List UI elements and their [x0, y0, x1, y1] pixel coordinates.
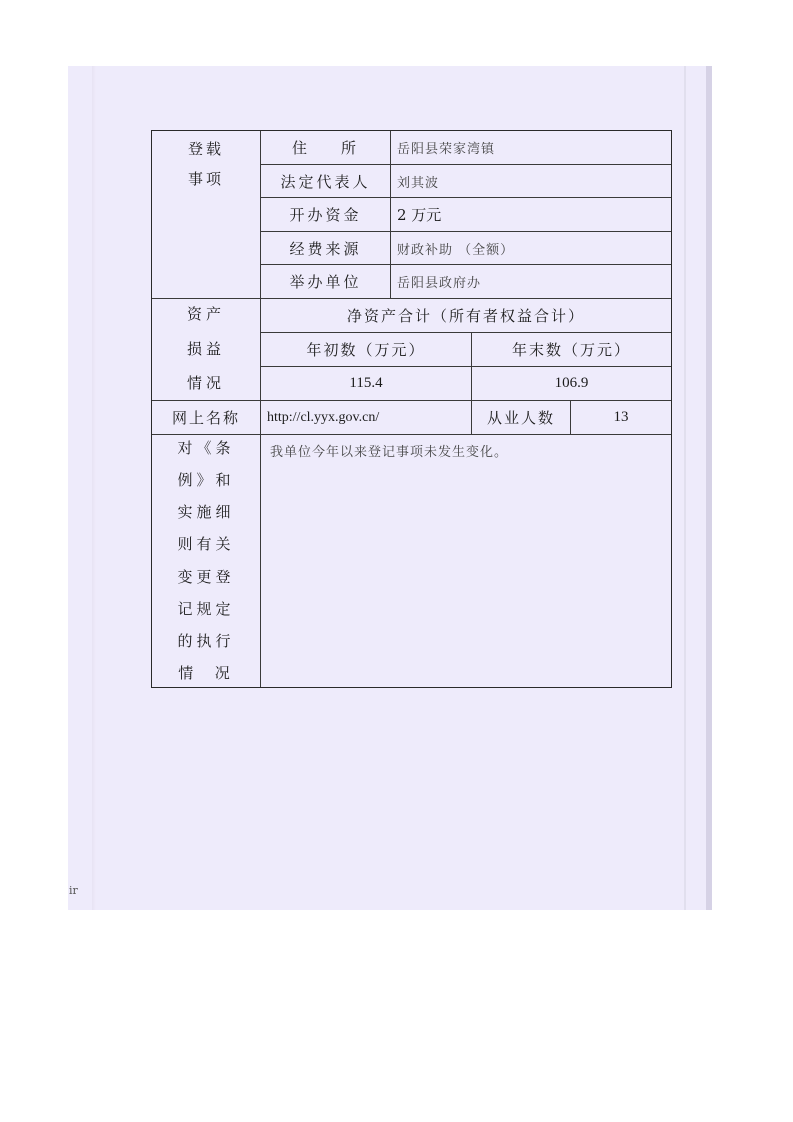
address-label: 住 所: [291, 139, 360, 157]
year-end-header: 年末数（万元）: [511, 341, 631, 359]
compliance-content: 我单位今年以来登记事项未发生变化。: [270, 445, 509, 460]
address-value: 岳阳县荣家湾镇: [397, 142, 496, 157]
compliance-label-line: 对《条: [177, 439, 235, 457]
start-up-capital-value: 2 万元: [397, 206, 442, 224]
compliance-label-line: 变更登: [177, 567, 235, 586]
legal-representative-value: 刘其波: [397, 175, 440, 191]
compliance-label-line: 情 况: [178, 663, 234, 682]
start-up-capital-label: 开办资金: [289, 206, 362, 224]
compliance-label-line: 记规定: [177, 599, 235, 618]
net-assets-header: 净资产合计（所有者权益合计）: [346, 307, 585, 325]
web-name-label: 网上名称: [171, 409, 240, 427]
registration-section-label: 登载: [187, 139, 224, 158]
web-url-value: http://cl.yyx.gov.cn/: [267, 409, 380, 425]
sponsor-unit-value: 岳阳县政府办: [397, 276, 482, 291]
margin-mark: ir: [69, 884, 78, 897]
funding-source-value: 财政补助 （全额）: [397, 242, 515, 258]
legal-representative-label: 法定代表人: [280, 172, 371, 191]
employees-value: 13: [613, 409, 629, 425]
page-edge-line: [684, 66, 686, 910]
year-begin-value: 115.4: [349, 375, 383, 391]
compliance-label-line: 的执行: [177, 631, 235, 650]
year-end-value: 106.9: [554, 375, 589, 391]
assets-label-line: 损益: [186, 339, 225, 358]
sponsor-unit-label: 举办单位: [289, 273, 362, 291]
compliance-section-label: [152, 437, 260, 683]
row-divider: [152, 434, 671, 435]
registration-form-table: [151, 130, 672, 688]
funding-source-label: 经费来源: [289, 239, 362, 258]
compliance-label-line: 实施细: [177, 503, 235, 522]
compliance-label-line: 例》和: [177, 471, 235, 490]
compliance-label-line: 则有关: [177, 535, 235, 554]
page-fold-shadow: [92, 66, 96, 910]
registration-section-label: 事项: [187, 169, 224, 188]
assets-section-label: [152, 303, 260, 393]
assets-label-line: 情况: [186, 374, 225, 392]
employees-label: 从业人数: [486, 409, 555, 427]
year-begin-header: 年初数（万元）: [306, 341, 426, 359]
assets-label-line: 资产: [186, 305, 225, 323]
